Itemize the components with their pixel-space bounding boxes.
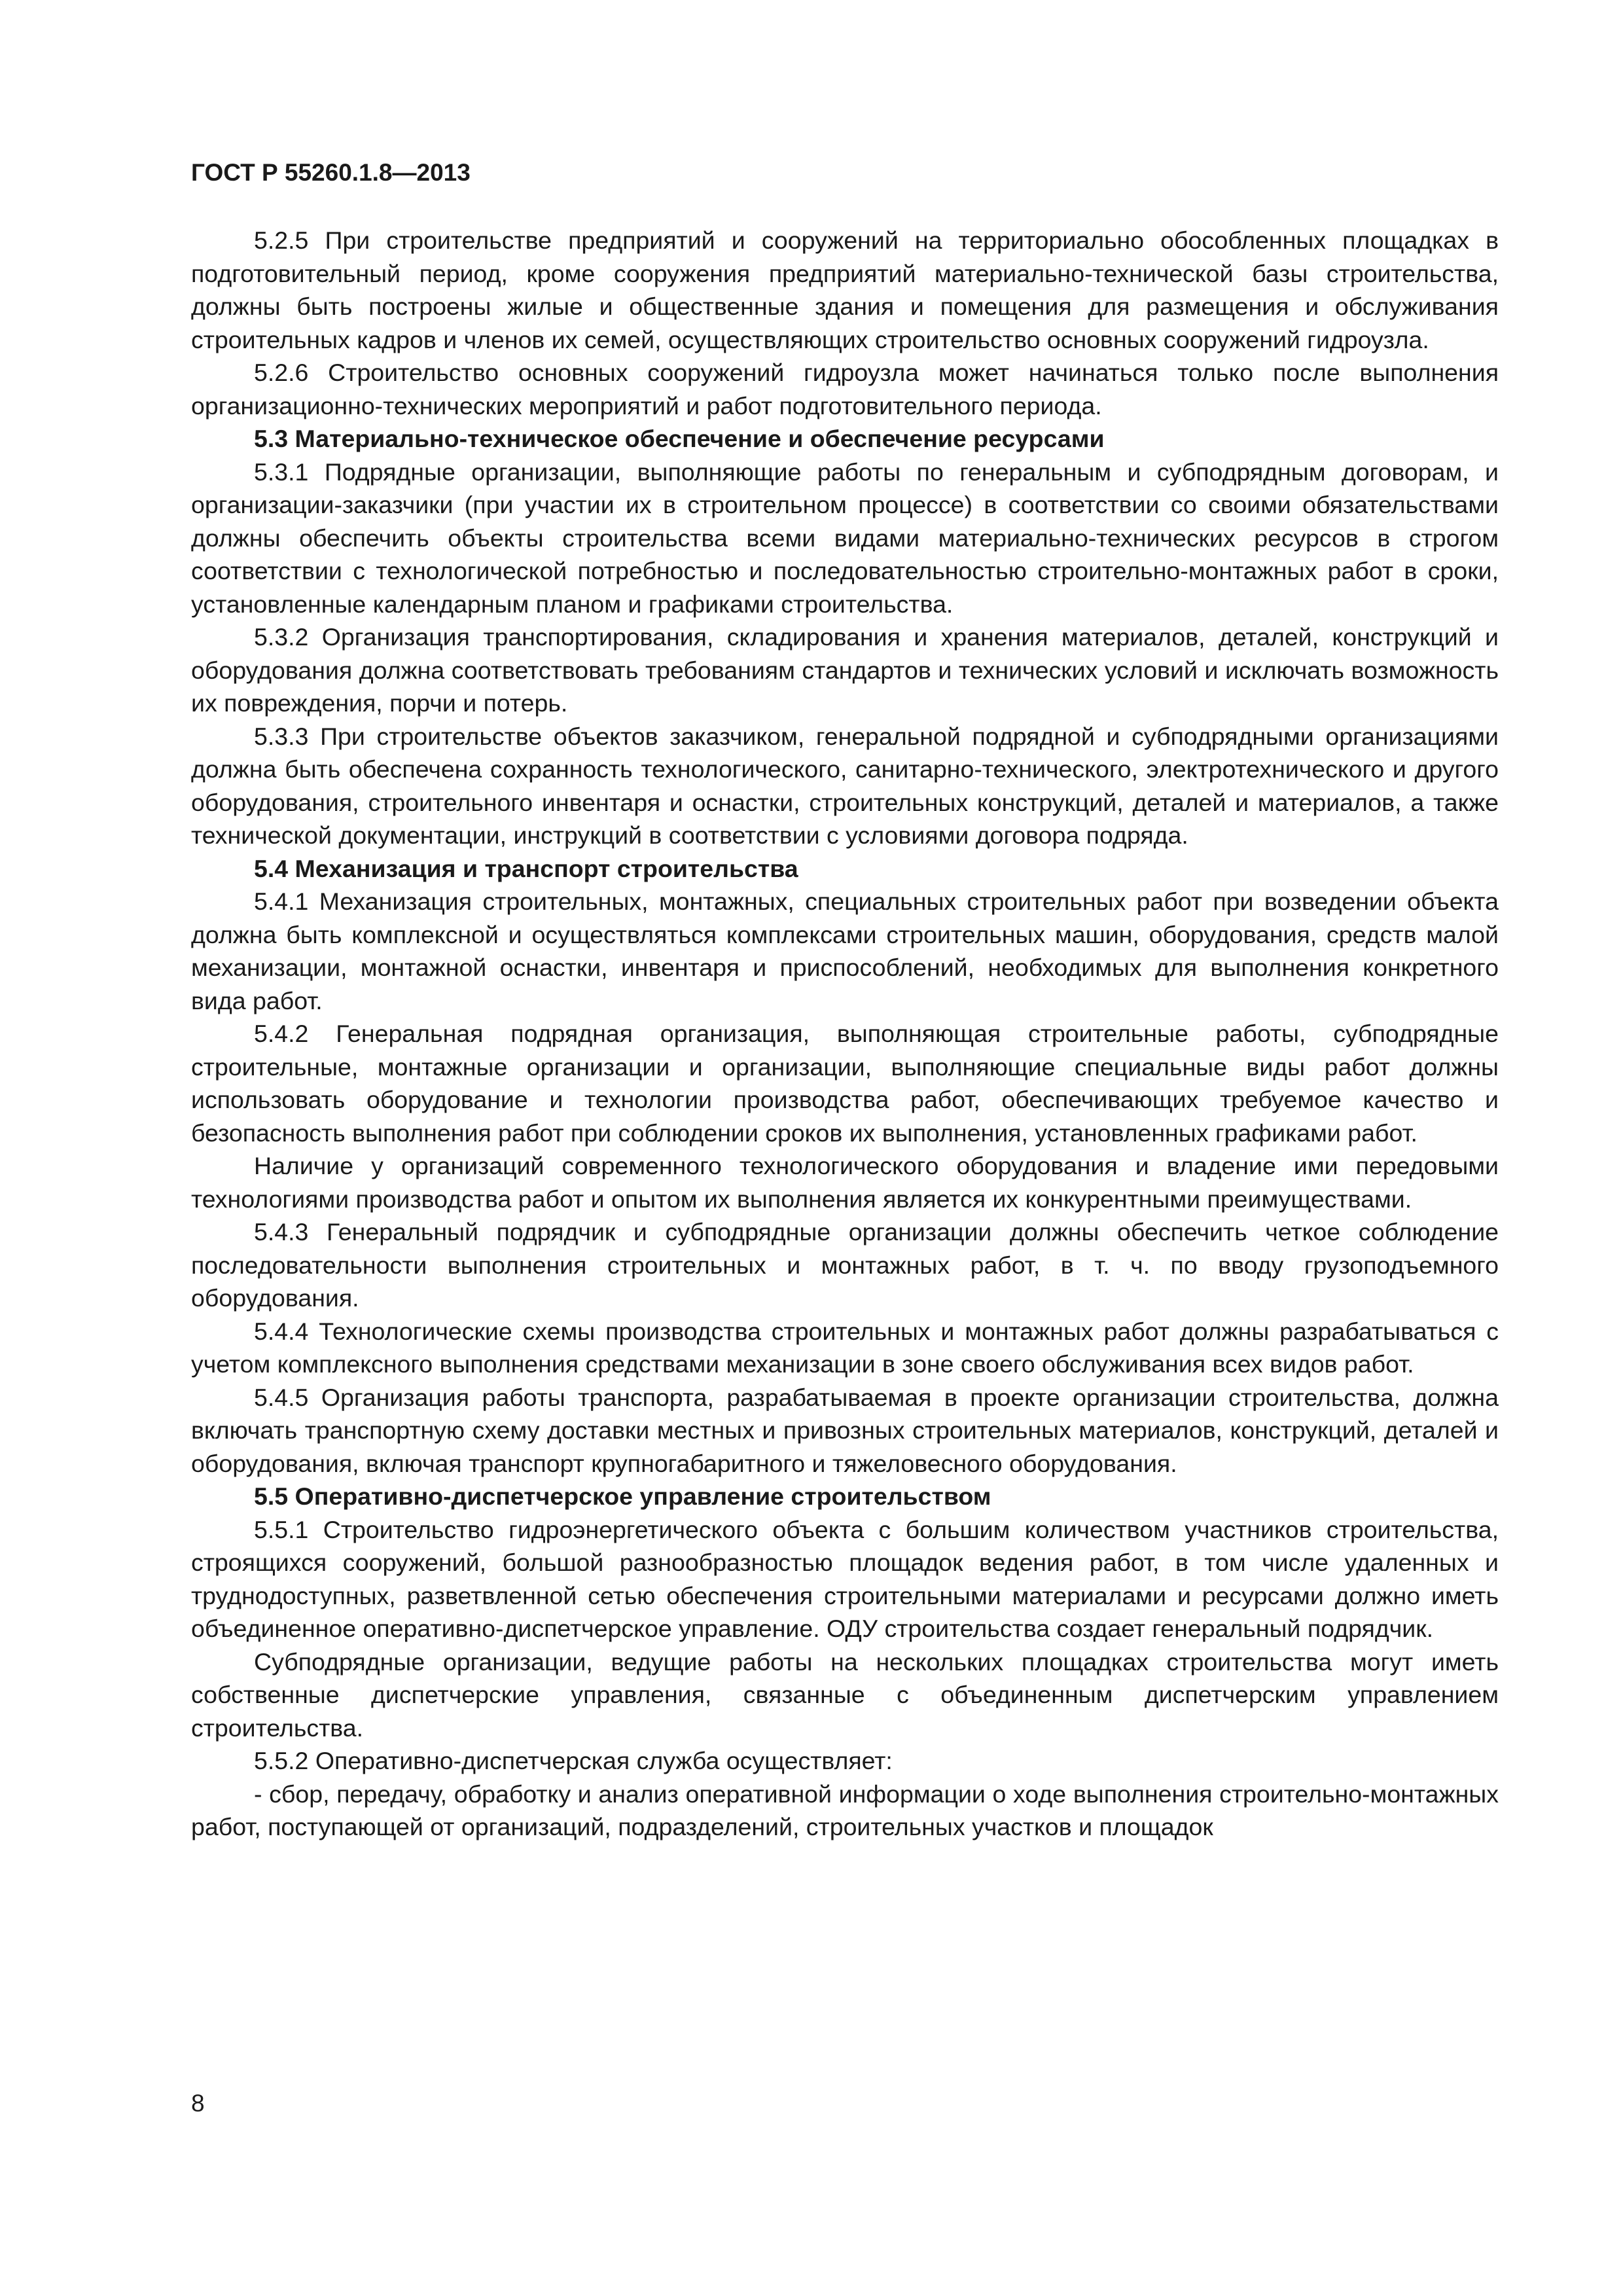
clause-5-3-2: 5.3.2 Организация транспортирования, складирования и хранения материалов, деталей, конструкций и оборудования должна соответствовать требованиям стандартов и технических условий и исключать возможность их повреждения, порчи и потерь.: [191, 623, 1499, 717]
clause-5-4-5: 5.4.5 Организация работы транспорта, разрабатываемая в проекте организации строительства, должна включать транспортную схему доставки местных и привозных строительных материалов, конструкций, деталей и оборудования, включая транспорт крупногабаритного и тяжеловесного оборудования.: [191, 1383, 1499, 1477]
page-number: 8: [191, 2090, 205, 2117]
clause-5-4-1: 5.4.1 Механизация строительных, монтажных, специальных строительных работ при возведении объекта должна быть комплексной и осуществляться комплексами строительных машин, оборудования, средств малой механизации, монтажной оснастки, инвентаря и приспособлений, необходимых для выполнения конкретного вида работ.: [191, 888, 1499, 1014]
section-heading-5-3: 5.3 Материально-техническое обеспечение и обеспечение ресурсами: [254, 425, 1105, 452]
clause-5-4-4: 5.4.4 Технологические схемы производства строительных и монтажных работ должны разрабатываться с учетом комплексного выполнения средствами механизации в зоне своего обслуживания всех видов работ.: [191, 1317, 1499, 1378]
section-heading-5-5: 5.5 Оперативно-диспетчерское управление строительством: [254, 1482, 991, 1510]
clause-5-4-3: 5.4.3 Генеральный подрядчик и субподрядные организации должны обеспечить четкое соблюдение последовательности выполнения строительных и монтажных работ, в т. ч. по вводу грузоподъемного оборудования.: [191, 1218, 1499, 1312]
clause-5-4-2: 5.4.2 Генеральная подрядная организация, выполняющая строительные работы, субподрядные строительные, монтажные организации и организации, выполняющие специальные виды работ должны использовать оборудование и технологии производства работ, обеспечивающих требуемое качество и безопасность выполнения работ при соблюдении сроков их выполнения, установленных графиками работ.: [191, 1020, 1499, 1147]
clause-5-5-1-continued: Субподрядные организации, ведущие работы на нескольких площадках строительства могут иметь собственные диспетчерские управления, связанные с объединенным диспетчерским управлением строительства.: [191, 1647, 1499, 1742]
section-heading-5-4: 5.4 Механизация и транспорт строительства: [254, 854, 798, 882]
document-body: [191, 224, 1499, 1844]
clause-5-4-2-continued: Наличие у организаций современного технологического оборудования и владение ими передовыми технологиями производства работ и опытом их выполнения является их конкурентными преимуществами.: [191, 1152, 1499, 1213]
document-header: ГОСТ Р 55260.1.8—2013: [191, 159, 471, 186]
clause-5-2-5: 5.2.5 При строительстве предприятий и сооружений на территориально обособленных площадках в подготовительный период, кроме сооружения предприятий материально-технической базы строительства, должны быть построены жилые и общественные здания и помещения для размещения и обслуживания строительных кадров и членов их семей, осуществляющих строительство основных сооружений гидроузла.: [191, 226, 1499, 353]
clause-5-5-1: 5.5.1 Строительство гидроэнергетического объекта с большим количеством участников строительства, строящихся сооружений, большой разнообразностью площадок ведения работ, в том числе удаленных и труднодоступных, разветвленной сетью обеспечения строительными материалами и ресурсами должно иметь объединенное оперативно-диспетчерское управление. ОДУ строительства создает генеральный подрядчик.: [191, 1515, 1499, 1642]
clause-5-3-1: 5.3.1 Подрядные организации, выполняющие работы по генеральным и субподрядным договорам, и организации-заказчики (при участии их в строительном процессе) в соответствии со своими обязательствами должны обеспечить объекты строительства всеми видами материально-технических ресурсов в строгом соответствии с технологической потребностью и последовательностью строительно-монтажных работ в сроки, установленные календарным планом и графиками строительства.: [191, 457, 1499, 618]
list-item: - сбор, передачу, обработку и анализ оперативной информации о ходе выполнения строительно-монтажных работ, поступающей от организаций, подразделений, строительных участков и площадок: [191, 1780, 1499, 1840]
clause-5-3-3: 5.3.3 При строительстве объектов заказчиком, генеральной подрядной и субподрядными организациями должна быть обеспечена сохранность технологического, санитарно-технического, электротехнического и другого оборудования, строительного инвентаря и оснастки, строительных конструкций, деталей и материалов, а также технической документации, инструкций в соответствии с условиями договора подряда.: [191, 722, 1499, 849]
clause-5-2-6: 5.2.6 Строительство основных сооружений гидроузла может начинаться только после выполнения организационно-технических мероприятий и работ подготовительного периода.: [191, 359, 1499, 420]
clause-5-5-2: 5.5.2 Оперативно-диспетчерская служба осуществляет:: [254, 1747, 893, 1774]
